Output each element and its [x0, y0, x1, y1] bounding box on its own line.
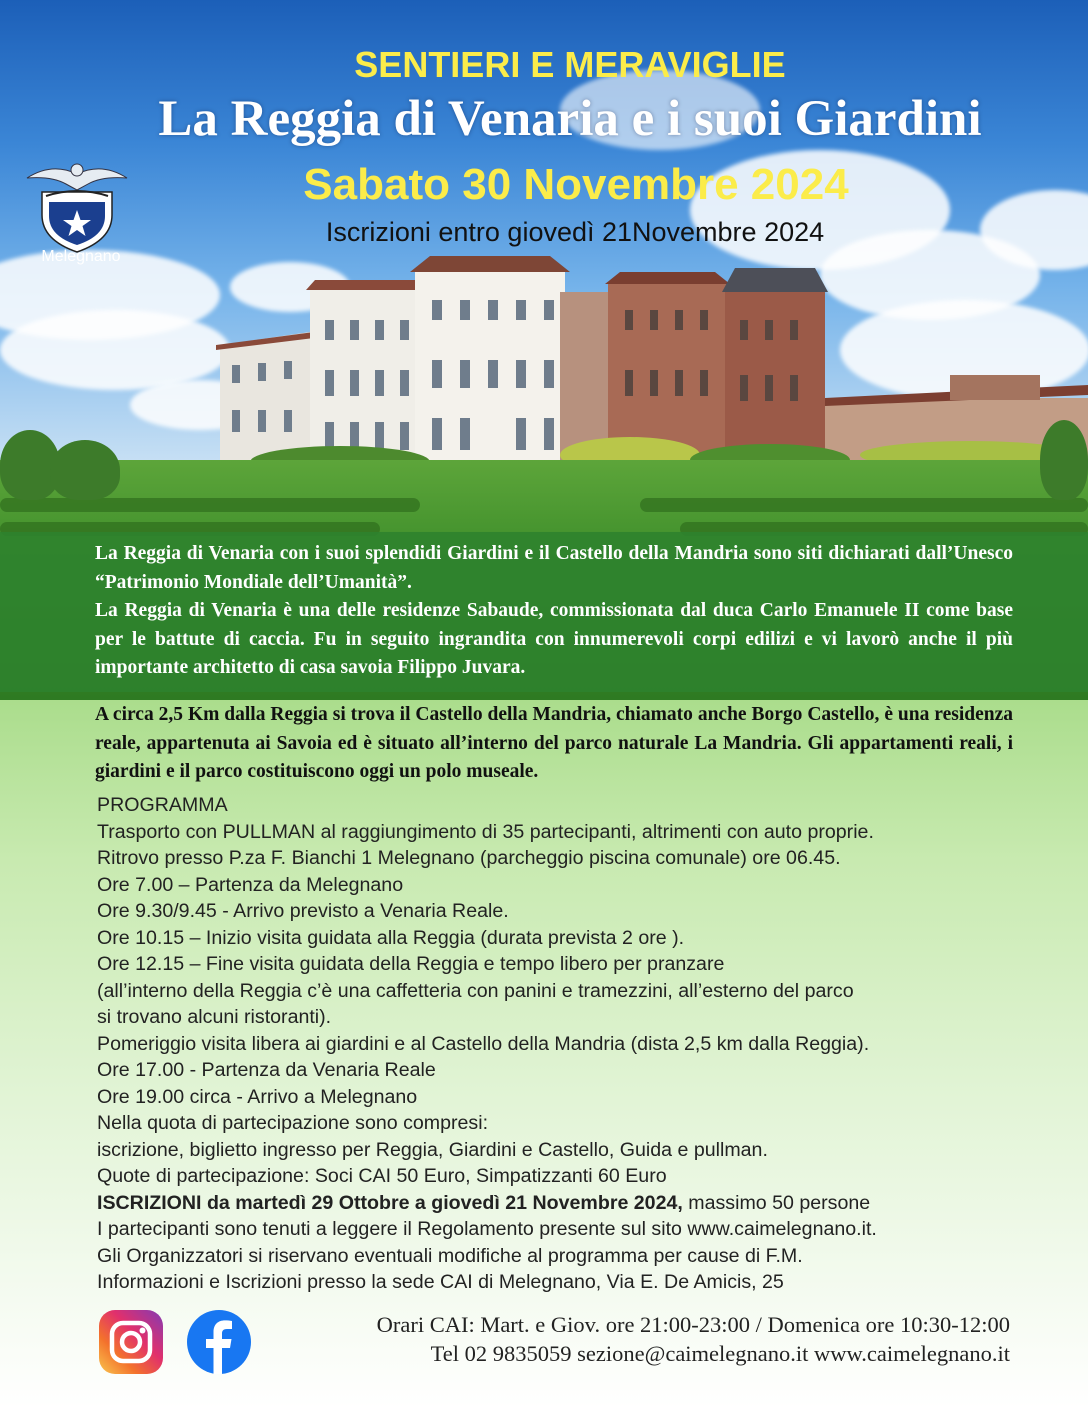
program-line: Ore 12.15 – Fine visita guidata della Reggia e tempo libero per pranzare [97, 953, 725, 975]
mandria-paragraph: A circa 2,5 Km dalla Reggia si trova il Castello della Mandria, chiamato anche Borgo Castello, è una residenza reale, appartenuta ai Savoia ed è situato all’interno del parco naturale La Mandria. Gli appartamenti reali, i giardini e il parco costituiscono oggi un polo museale. [95, 704, 1013, 782]
program-line: (all’interno della Reggia c’è una caffetteria con panini e tramezzini, all’esterno del parco [97, 979, 854, 1002]
program-line: Ore 10.15 – Inizio visita guidata alla Reggia (durata prevista 2 ore ). [97, 926, 685, 949]
program-line: Nella quota di partecipazione sono compresi: [97, 1112, 489, 1134]
registration-limit: massimo 50 persone [682, 1191, 871, 1214]
palace-illustration [210, 250, 1088, 480]
program-line: Ore 17.00 - Partenza da Venaria Reale [97, 1059, 436, 1081]
contact-info [270, 1310, 1010, 1368]
intro-text [95, 540, 1013, 683]
opening-hours: Orari CAI: Mart. e Giov. ore 21:00-23:00 / Domenica ore 10:30-12:00 [376, 1312, 1010, 1337]
hedge [640, 498, 1088, 512]
intro-paragraph-history: La Reggia di Venaria è una delle residenze Sabaude, commissionata dal duca Carlo Emanuele II come base per le battute di caccia. Fu in seguito ingrandita con innumerevoli corpi edilizi e vi lavorò anche il più importante architetto di casa savoia Filippo Juvara. [95, 600, 1013, 678]
program-line: Trasporto con PULLMAN al raggiungimento di 35 partecipanti, altrimenti con auto proprie. [97, 820, 874, 843]
program-line: Ritrovo presso P.za F. Bianchi 1 Melegnano (parcheggio piscina comunale) ore 06.45. [97, 847, 841, 869]
cloud [0, 310, 230, 390]
tree [1040, 420, 1088, 500]
program-heading: PROGRAMMA [97, 794, 228, 816]
logo-caption: Melegnano [41, 248, 121, 265]
program-line: iscrizione, biglietto ingresso per Reggia, Giardini e Castello, Guida e pullman. [97, 1138, 768, 1161]
series-title: SENTIERI E MERAVIGLIE [354, 44, 786, 85]
program-line: Pomeriggio visita libera ai giardini e al Castello della Mandria (dista 2,5 km dalla Reggia). [97, 1032, 870, 1055]
page-title: La Reggia di Venaria e i suoi Giardini [158, 91, 982, 147]
program-line: I partecipanti sono tenuti a leggere il Regolamento presente sul sito www.caimelegnano.it. [97, 1218, 877, 1240]
event-date: Sabato 30 Novembre 2024 [303, 160, 849, 209]
program-line: si trovano alcuni ristoranti). [97, 1006, 332, 1028]
facebook-icon[interactable] [187, 1310, 251, 1374]
program-line: Informazioni e Iscrizioni presso la sede CAI di Melegnano, Via E. De Amicis, 25 [97, 1271, 784, 1293]
registration-deadline: Iscrizioni entro giovedì 21Novembre 2024 [325, 217, 825, 247]
registration-line [97, 1190, 1077, 1217]
program-line: Ore 7.00 – Partenza da Melegnano [97, 873, 404, 896]
program-line: Ore 9.30/9.45 - Arrivo previsto a Venaria Reale. [97, 900, 509, 922]
contact-line: Tel 02 9835059 sezione@caimelegnano.it www.caimelegnano.it [430, 1341, 1010, 1366]
instagram-icon[interactable] [99, 1310, 163, 1374]
registration-dates: ISCRIZIONI da martedì 29 Ottobre a giovedì 21 Novembre 2024, [97, 1191, 683, 1214]
program-line: Quote di partecipazione: Soci CAI 50 Euro, Simpatizzanti 60 Euro [97, 1165, 667, 1187]
program-line: Ore 19.00 circa - Arrivo a Melegnano [97, 1085, 418, 1108]
intro-paragraph-unesco: La Reggia di Venaria con i suoi splendidi Giardini e il Castello della Mandria sono siti dichiarati dall’Unesco “Patrimonio Mondiale dell’Umanità”. [95, 543, 1013, 593]
tree [50, 440, 120, 500]
program-section [97, 792, 1077, 1296]
hedge [0, 498, 420, 512]
program-line: Gli Organizzatori si riservano eventuali modifiche al programma per cause di F.M. [97, 1244, 803, 1267]
